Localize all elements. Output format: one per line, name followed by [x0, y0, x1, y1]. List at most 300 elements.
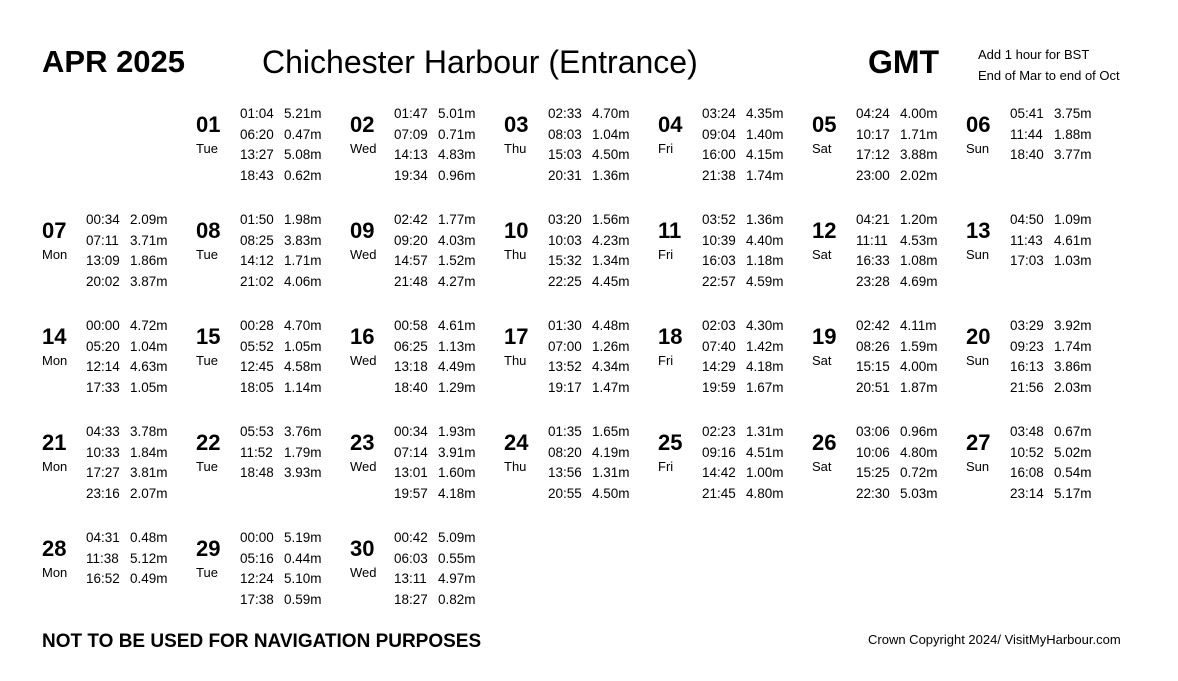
tide-height: 1.34m: [592, 253, 630, 269]
tide-entry: [702, 484, 784, 505]
tide-entry: [856, 337, 938, 358]
tide-time: 01:47: [394, 106, 428, 121]
tide-time: 20:51: [856, 380, 890, 396]
tide-time: 18:40: [1010, 147, 1044, 163]
tide-height: 4.00m: [900, 359, 938, 375]
tide-entry: [240, 104, 322, 125]
day-number: 10: [504, 218, 529, 243]
tide-time: 07:40: [702, 338, 736, 354]
tide-time: 01:50: [240, 212, 274, 227]
tide-height: 3.88m: [900, 147, 938, 163]
tide-list: [548, 316, 630, 399]
tide-entry: [240, 549, 322, 570]
weekday-label: Mon: [42, 459, 68, 474]
day-number: 29: [196, 536, 221, 561]
tide-time: 04:24: [856, 106, 890, 121]
day-number: 19: [812, 324, 837, 349]
tide-time: 03:29: [1010, 318, 1044, 333]
tide-time: 02:42: [394, 212, 428, 227]
tide-entry: [702, 463, 784, 484]
tide-height: 0.54m: [1054, 465, 1092, 481]
tide-time: 19:17: [548, 380, 582, 396]
tide-entry: [86, 569, 168, 590]
tide-height: 1.13m: [438, 338, 476, 354]
tide-height: 0.72m: [900, 465, 938, 481]
tide-entry: [394, 316, 476, 337]
tide-list: [1010, 316, 1092, 399]
tide-entry: [548, 231, 630, 252]
tide-height: 4.49m: [438, 359, 476, 375]
tide-time: 22:30: [856, 486, 890, 502]
tide-entry: [86, 463, 168, 484]
tide-height: 1.03m: [1054, 253, 1092, 269]
tide-height: 4.34m: [592, 359, 630, 375]
weekday-label: Fri: [658, 459, 674, 474]
tide-height: 4.50m: [592, 486, 630, 502]
day-cell: [196, 528, 346, 614]
month-title: APR 2025: [42, 44, 186, 79]
tide-time: 18:40: [394, 380, 428, 396]
tide-time: 13:09: [86, 253, 120, 269]
tide-height: 0.59m: [284, 592, 322, 608]
tide-time: 08:25: [240, 232, 274, 248]
tide-entry: [240, 590, 322, 611]
tide-time: 05:53: [240, 424, 274, 439]
tide-height: 1.14m: [284, 380, 322, 396]
tide-height: 4.61m: [1054, 232, 1092, 248]
tide-time: 03:52: [702, 212, 736, 227]
tide-time: 13:01: [394, 465, 428, 481]
tide-height: 1.87m: [900, 380, 938, 396]
tide-height: 2.09m: [130, 212, 168, 227]
tide-height: 4.70m: [592, 106, 630, 121]
tide-height: 1.71m: [900, 126, 938, 142]
tide-list: [240, 210, 322, 293]
tide-time: 00:34: [86, 212, 120, 227]
day-number: 01: [196, 112, 221, 137]
tide-entry: [1010, 422, 1092, 443]
tide-height: 1.47m: [592, 380, 630, 396]
tide-time: 19:57: [394, 486, 428, 502]
tide-height: 5.02m: [1054, 444, 1092, 460]
weekday-label: Sun: [966, 353, 990, 368]
day-cell: [504, 210, 654, 296]
tide-time: 10:17: [856, 126, 890, 142]
tide-entry: [702, 378, 784, 399]
tide-height: 1.00m: [746, 465, 784, 481]
tide-entry: [240, 231, 322, 252]
tide-height: 1.08m: [900, 253, 938, 269]
tide-entry: [548, 316, 630, 337]
tide-time: 03:48: [1010, 424, 1044, 439]
tide-entry: [702, 337, 784, 358]
tide-height: 4.69m: [900, 274, 938, 290]
tide-height: 0.55m: [438, 550, 476, 566]
tide-entry: [240, 443, 322, 464]
tide-time: 17:12: [856, 147, 890, 163]
tide-entry: [240, 210, 322, 231]
tide-list: [240, 104, 322, 187]
tide-time: 03:06: [856, 424, 890, 439]
tide-entry: [394, 484, 476, 505]
tide-entry: [856, 104, 938, 125]
tide-time: 23:16: [86, 486, 120, 502]
tide-entry: [702, 357, 784, 378]
day-number: 27: [966, 430, 991, 455]
tide-height: 4.80m: [900, 444, 938, 460]
tide-entry: [702, 145, 784, 166]
bst-note-line2: End of Mar to end of Oct: [978, 68, 1120, 83]
tide-height: 1.52m: [438, 253, 476, 269]
tide-entry: [548, 378, 630, 399]
tide-height: 0.67m: [1054, 424, 1092, 439]
tide-entry: [394, 443, 476, 464]
tide-height: 5.19m: [284, 530, 322, 545]
tide-list: [394, 104, 476, 187]
tide-list: [86, 422, 168, 505]
day-cell: [812, 210, 962, 296]
tide-list: [394, 316, 476, 399]
tide-entry: [394, 104, 476, 125]
tide-height: 3.81m: [130, 465, 168, 481]
tide-height: 4.15m: [746, 147, 784, 163]
tide-entry: [856, 422, 938, 443]
tide-entry: [1010, 378, 1092, 399]
tide-entry: [856, 357, 938, 378]
tide-time: 17:03: [1010, 253, 1044, 269]
tide-entry: [240, 145, 322, 166]
tide-time: 18:48: [240, 465, 274, 481]
tide-list: [856, 422, 938, 505]
tide-height: 2.02m: [900, 168, 938, 184]
tide-time: 21:02: [240, 274, 274, 290]
tide-height: 4.06m: [284, 274, 322, 290]
tide-height: 3.91m: [438, 444, 476, 460]
tide-entry: [240, 378, 322, 399]
tide-time: 02:33: [548, 106, 582, 121]
day-cell: [966, 422, 1116, 508]
tide-entry: [240, 569, 322, 590]
tide-entry: [1010, 484, 1092, 505]
weekday-label: Wed: [350, 141, 377, 156]
tide-time: 22:57: [702, 274, 736, 290]
tide-entry: [548, 337, 630, 358]
day-number: 28: [42, 536, 67, 561]
tide-time: 08:20: [548, 444, 582, 460]
day-cell: [504, 316, 654, 402]
weekday-label: Fri: [658, 353, 674, 368]
tide-entry: [240, 357, 322, 378]
tide-height: 1.77m: [438, 212, 476, 227]
copyright-link[interactable]: Crown Copyright 2024/ VisitMyHarbour.com: [868, 632, 1121, 647]
day-cell: [504, 422, 654, 508]
tide-entry: [856, 231, 938, 252]
tide-time: 00:28: [240, 318, 274, 333]
tide-entry: [548, 210, 630, 231]
day-number: 11: [658, 218, 682, 243]
tide-entry: [1010, 316, 1092, 337]
tide-height: 1.36m: [746, 212, 784, 227]
tide-height: 4.23m: [592, 232, 630, 248]
weekday-label: Thu: [504, 141, 527, 156]
tide-height: 5.12m: [130, 550, 168, 566]
tide-height: 2.07m: [130, 486, 168, 502]
tide-time: 17:27: [86, 465, 120, 481]
tide-entry: [86, 316, 168, 337]
weekday-label: Mon: [42, 247, 68, 262]
tide-time: 00:58: [394, 318, 428, 333]
tide-time: 10:52: [1010, 444, 1044, 460]
day-cell: [196, 210, 346, 296]
day-number: 17: [504, 324, 529, 349]
day-cell: [42, 316, 192, 402]
tide-height: 1.40m: [746, 126, 784, 142]
tide-time: 04:31: [86, 530, 120, 545]
tide-list: [86, 528, 168, 590]
tide-entry: [1010, 337, 1092, 358]
tide-height: 4.63m: [130, 359, 168, 375]
tide-height: 0.71m: [438, 126, 476, 142]
tide-entry: [86, 422, 168, 443]
tide-time: 11:52: [240, 444, 273, 460]
tide-time: 23:14: [1010, 486, 1044, 502]
tide-height: 1.31m: [746, 424, 784, 439]
day-cell: [196, 316, 346, 402]
day-number: 08: [196, 218, 221, 243]
tide-time: 16:08: [1010, 465, 1044, 481]
day-cell: [812, 316, 962, 402]
tide-time: 19:34: [394, 168, 428, 184]
tide-list: [86, 210, 168, 293]
tide-height: 3.76m: [284, 424, 322, 439]
tide-entry: [394, 166, 476, 187]
day-number: 21: [42, 430, 67, 455]
tide-time: 11:38: [86, 550, 119, 566]
tide-entry: [394, 125, 476, 146]
tide-time: 01:35: [548, 424, 582, 439]
tide-entry: [86, 251, 168, 272]
tide-height: 3.78m: [130, 424, 168, 439]
tide-height: 3.93m: [284, 465, 322, 481]
tide-height: 4.18m: [746, 359, 784, 375]
tide-height: 4.59m: [746, 274, 784, 290]
tide-entry: [548, 357, 630, 378]
day-number: 26: [812, 430, 837, 455]
tide-time: 03:20: [548, 212, 582, 227]
weekday-label: Sun: [966, 459, 990, 474]
tide-entry: [548, 104, 630, 125]
day-cell: [42, 210, 192, 296]
weekday-label: Sat: [812, 459, 832, 474]
weekday-label: Tue: [196, 459, 218, 474]
day-cell: [658, 316, 808, 402]
tide-list: [548, 210, 630, 293]
tide-entry: [856, 378, 938, 399]
tide-height: 5.01m: [438, 106, 476, 121]
tide-entry: [86, 357, 168, 378]
weekday-label: Wed: [350, 459, 377, 474]
tide-entry: [86, 528, 168, 549]
tide-height: 1.67m: [746, 380, 784, 396]
tide-height: 4.35m: [746, 106, 784, 121]
day-cell: [812, 422, 962, 508]
tide-time: 21:48: [394, 274, 428, 290]
tide-height: 4.11m: [900, 318, 937, 333]
tide-height: 4.40m: [746, 232, 784, 248]
tide-height: 4.45m: [592, 274, 630, 290]
tide-height: 3.77m: [1054, 147, 1092, 163]
tide-time: 00:42: [394, 530, 428, 545]
day-number: 05: [812, 112, 837, 137]
day-cell: [350, 422, 500, 508]
tide-height: 4.72m: [130, 318, 168, 333]
tide-time: 07:00: [548, 338, 582, 354]
tide-height: 4.48m: [592, 318, 630, 333]
day-cell: [966, 104, 1116, 190]
tide-entry: [240, 125, 322, 146]
tide-height: 4.53m: [900, 232, 938, 248]
tide-time: 06:03: [394, 550, 428, 566]
day-number: 12: [812, 218, 837, 243]
tide-height: 1.20m: [900, 212, 938, 227]
tide-entry: [856, 251, 938, 272]
tide-time: 10:06: [856, 444, 890, 460]
tide-entry: [856, 484, 938, 505]
tide-height: 1.05m: [284, 338, 322, 354]
tide-height: 4.83m: [438, 147, 476, 163]
tide-entry: [394, 549, 476, 570]
tide-time: 13:11: [394, 571, 427, 587]
tide-entry: [86, 210, 168, 231]
tide-height: 0.82m: [438, 592, 476, 608]
tide-time: 00:34: [394, 424, 428, 439]
tide-time: 23:00: [856, 168, 890, 184]
tide-time: 05:41: [1010, 106, 1044, 121]
tide-height: 1.42m: [746, 338, 784, 354]
day-cell: [42, 422, 192, 508]
tide-time: 13:27: [240, 147, 274, 163]
tide-entry: [548, 484, 630, 505]
tide-list: [548, 422, 630, 505]
tide-height: 1.65m: [592, 424, 630, 439]
tide-entry: [394, 569, 476, 590]
tide-entry: [86, 549, 168, 570]
tide-time: 02:23: [702, 424, 736, 439]
tide-height: 0.62m: [284, 168, 322, 184]
tide-time: 16:13: [1010, 359, 1044, 375]
tide-entry: [702, 210, 784, 231]
tide-height: 1.74m: [746, 168, 784, 184]
weekday-label: Sun: [966, 247, 990, 262]
tide-entry: [856, 463, 938, 484]
tide-height: 4.58m: [284, 359, 322, 375]
tide-time: 05:52: [240, 338, 274, 354]
tide-list: [702, 210, 784, 293]
tide-time: 05:20: [86, 338, 120, 354]
tide-list: [394, 528, 476, 611]
day-number: 25: [658, 430, 683, 455]
tide-list: [702, 104, 784, 187]
tide-entry: [240, 528, 322, 549]
tide-time: 06:25: [394, 338, 428, 354]
tide-list: [394, 422, 476, 505]
tide-time: 10:39: [702, 232, 736, 248]
tide-entry: [1010, 210, 1092, 231]
tide-time: 10:03: [548, 232, 582, 248]
day-number: 04: [658, 112, 683, 137]
tide-time: 15:15: [856, 359, 890, 375]
tide-time: 02:03: [702, 318, 736, 333]
tide-entry: [1010, 104, 1092, 125]
day-cell: [966, 316, 1116, 402]
tide-entry: [394, 337, 476, 358]
tide-height: 1.36m: [592, 168, 630, 184]
tide-list: [702, 316, 784, 399]
weekday-label: Sat: [812, 247, 832, 262]
tide-height: 0.49m: [130, 571, 168, 587]
tide-entry: [548, 251, 630, 272]
weekday-label: Wed: [350, 247, 377, 262]
tide-height: 0.44m: [284, 550, 322, 566]
tide-height: 0.96m: [438, 168, 476, 184]
tide-height: 4.51m: [746, 444, 784, 460]
day-cell: [196, 422, 346, 508]
weekday-label: Wed: [350, 353, 377, 368]
tide-list: [86, 316, 168, 399]
tide-entry: [1010, 231, 1092, 252]
tide-height: 1.88m: [1054, 126, 1092, 142]
tide-entry: [548, 145, 630, 166]
tide-height: 1.59m: [900, 338, 938, 354]
weekday-label: Sun: [966, 141, 990, 156]
tide-time: 13:18: [394, 359, 428, 375]
tide-time: 21:56: [1010, 380, 1044, 396]
tide-height: 5.03m: [900, 486, 938, 502]
tide-time: 16:52: [86, 571, 120, 587]
tide-time: 19:59: [702, 380, 736, 396]
tide-entry: [702, 251, 784, 272]
day-number: 20: [966, 324, 991, 349]
tide-entry: [702, 231, 784, 252]
tide-time: 04:21: [856, 212, 890, 227]
tide-time: 04:50: [1010, 212, 1044, 227]
tide-list: [702, 422, 784, 505]
tide-entry: [394, 145, 476, 166]
tide-height: 4.00m: [900, 106, 938, 121]
tide-entry: [1010, 357, 1092, 378]
tide-entry: [856, 166, 938, 187]
tide-entry: [240, 463, 322, 484]
tide-time: 17:38: [240, 592, 274, 608]
day-cell: [966, 210, 1116, 296]
day-number: 16: [350, 324, 375, 349]
tide-time: 18:43: [240, 168, 274, 184]
tide-entry: [1010, 251, 1092, 272]
tide-height: 1.74m: [1054, 338, 1092, 354]
tide-entry: [394, 528, 476, 549]
tide-list: [240, 316, 322, 399]
day-number: 22: [196, 430, 221, 455]
tide-height: 1.09m: [1054, 212, 1092, 227]
weekday-label: Sat: [812, 141, 832, 156]
tide-height: 1.71m: [284, 253, 322, 269]
tide-height: 4.19m: [592, 444, 630, 460]
tide-time: 23:28: [856, 274, 890, 290]
tide-height: 1.05m: [130, 380, 168, 396]
tide-time: 04:33: [86, 424, 120, 439]
tide-entry: [702, 443, 784, 464]
tide-entry: [548, 125, 630, 146]
